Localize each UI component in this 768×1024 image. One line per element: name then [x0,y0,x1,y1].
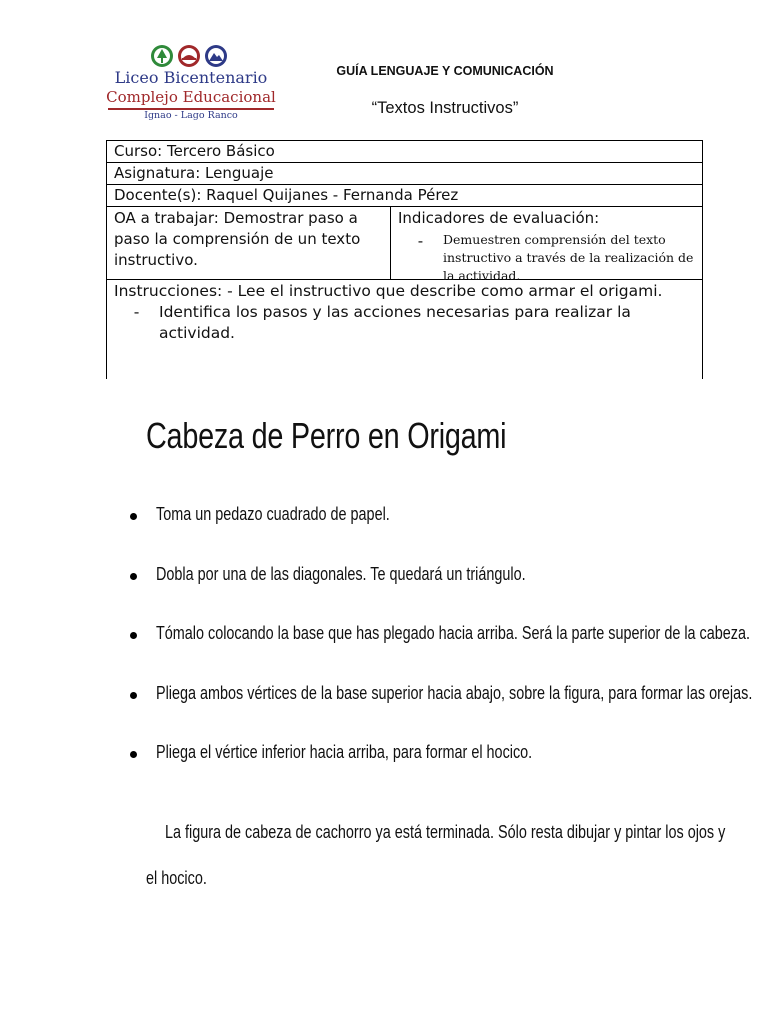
course-cell: Curso: Tercero Básico [107,141,702,163]
guide-title: GUÍA LENGUAJE Y COMUNICACIÓN [336,64,554,78]
bullet-icon [130,632,137,639]
step-item [130,742,750,768]
logo-emblems [150,44,230,70]
bullet-icon [130,751,137,758]
dash-bullet: - [417,232,424,250]
step-item [130,623,750,649]
bullet-icon [130,573,137,580]
school-logo [106,44,276,124]
logo-school-name: Liceo Bicentenario [114,68,268,87]
tree-icon [150,44,174,68]
instruction-item-text: Identifica los pasos y las acciones necesarias para realizar la actividad. [159,303,631,342]
subject-cell: Asignatura: Lenguaje [107,163,702,185]
instructions-cell [107,280,702,379]
oa-row [107,207,702,283]
bullet-icon [130,513,137,520]
dash-bullet: - [133,303,140,321]
info-table [106,140,703,379]
indicators-label: Indicadores de evaluación: [398,209,600,227]
origami-title: Cabeza de Perro en Origami [146,415,507,456]
instruction-item [114,302,696,344]
closing-paragraph-line2: el hocico. [146,868,207,888]
step-item [130,683,753,709]
logo-location: Ignao - Lago Ranco [144,110,238,121]
indicator-text: Demuestren comprensión del texto instructivo a través de la realización de la actividad. [443,232,694,283]
learning-objective-cell: OA a trabajar: Demostrar paso a paso la comprensión de un texto instructivo. [107,207,391,279]
instructions-text: Instrucciones: - Lee el instructivo que describe como armar el origami. [114,282,663,300]
hat-icon [177,44,201,68]
bullet-icon [130,692,137,699]
step-item [130,504,750,530]
step-text: Pliega ambos vértices de la base superior hacia abajo, sobre la figura, para formar las orejas. [156,683,753,703]
closing-paragraph-line1: La figura de cabeza de cachorro ya está terminada. Sólo resta dibujar y pintar los ojos y [165,822,726,842]
step-text: Pliega el vértice inferior hacia arriba, para formar el hocico. [156,742,533,762]
mountain-icon [204,44,228,68]
step-text: Toma un pedazo cuadrado de papel. [156,504,390,524]
logo-school-subname: Complejo Educacional [106,88,276,106]
indicator-item [398,231,702,285]
step-item [130,564,750,590]
indicators-cell [391,207,702,283]
step-text: Tómalo colocando la base que has plegado hacia arriba. Será la parte superior de la cabeza. [156,623,750,643]
teachers-cell: Docente(s): Raquel Quijanes - Fernanda Pérez [107,185,702,207]
step-text: Dobla por una de las diagonales. Te quedará un triángulo. [156,564,526,584]
guide-subtitle: “Textos Instructivos” [371,99,519,117]
